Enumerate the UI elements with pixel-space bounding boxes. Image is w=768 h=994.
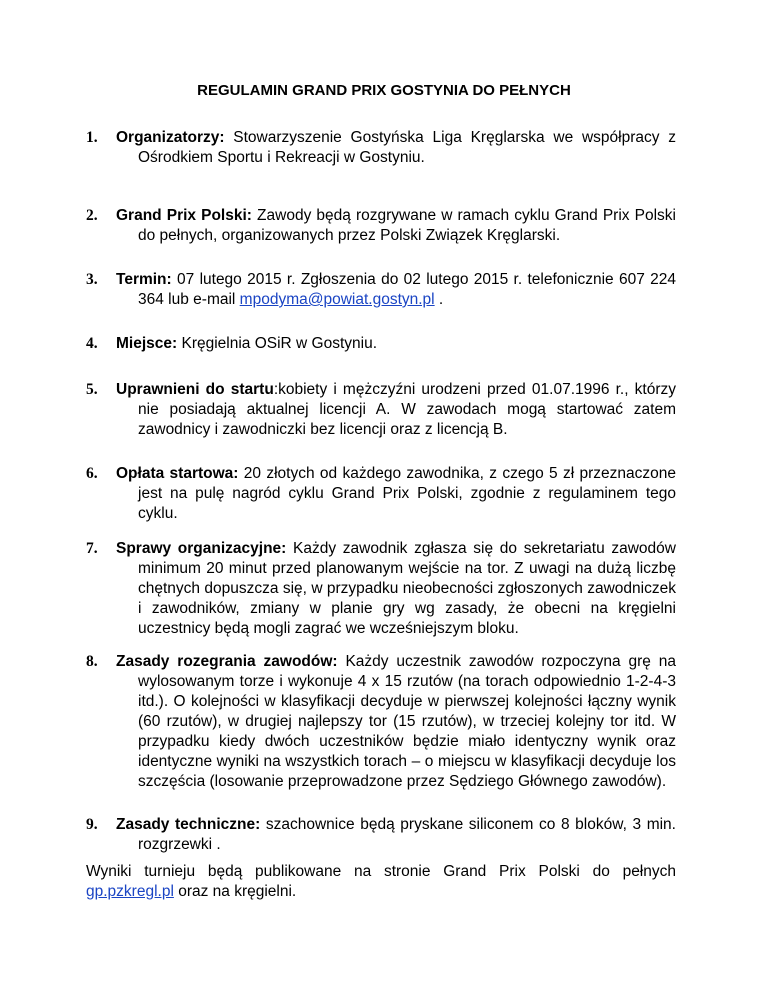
section-number: 1. [86, 129, 98, 146]
section-text: 20 złotych od każdego zawodnika, z czego 5 zł przeznaczone jest na pulę nagród cyklu Grand Prix Polski, zgodnie z regulaminem tego cyklu. [138, 465, 676, 522]
section-technical [86, 815, 676, 855]
email-link[interactable]: mpodyma@powiat.gostyn.pl [239, 291, 435, 308]
section-number: 7. [86, 540, 98, 557]
section-body [116, 334, 676, 354]
section-place [86, 334, 676, 354]
section-text: Stowarzyszenie Gostyńska Liga Kręglarska we współpracy z Ośrodkiem Sportu i Rekreacji w Gostyniu. [138, 129, 676, 166]
results-link[interactable]: gp.pzkregl.pl [86, 883, 174, 900]
section-body [116, 206, 676, 246]
section-label: Grand Prix Polski: [116, 207, 252, 224]
section-rules [86, 652, 676, 792]
section-text-end: . [434, 291, 444, 308]
section-date [86, 270, 676, 310]
section-grand-prix [86, 206, 676, 246]
section-text: Każdy uczestnik zawodów rozpoczyna grę na wylosowanym torze i wykonuje 4 x 15 rzutów (na torach odpowiednio 1-2-4-3 itd.). O kolejności w klasyfikacji decyduje w pierwszej kolejności łączny wynik (60 rzutów), w drugiej najlepszy tor (15 rzutów), w trzeciej kolejny tor itd. W przypadku kiedy dwóch uczestników będzie miało identyczny wynik oraz identyczne wyniki na wszystkich torach – o miejscu w klasyfikacji decyduje los szczęścia (losowanie przeprowadzone przez Sędziego Głównego zawodów). [138, 653, 676, 790]
document-title: REGULAMIN GRAND PRIX GOSTYNIA DO PEŁNYCH [197, 82, 571, 99]
section-text: szachownice będą pryskane siliconem co 8 bloków, 3 min. rozgrzewki . [138, 816, 676, 853]
section-label: Termin: [116, 271, 172, 288]
section-label: Organizatorzy: [116, 129, 225, 146]
section-text: Każdy zawodnik zgłasza się do sekretariatu zawodów minimum 20 minut przed planowanym wejście na tor. Z uwagi na dużą liczbę chętnych dopuszcza się, w przypadku nieobecności zgłoszonych zawodniczek i zawodników, zmiany w planie gry wg zasady, że obecni na kręgielni uczestnicy będą mogli zagrać we wcześniejszym bloku. [138, 540, 676, 637]
section-text: Zawody będą rozgrywane w ramach cyklu Grand Prix Polski do pełnych, organizowanych przez Polski Związek Kręglarski. [138, 207, 676, 244]
section-body [116, 464, 676, 524]
section-label: Zasady techniczne: [116, 816, 261, 833]
section-number: 9. [86, 816, 98, 833]
section-organization [86, 539, 676, 639]
section-eligibility [86, 380, 676, 440]
section-number: 6. [86, 465, 98, 482]
section-label: Uprawnieni do startu [116, 381, 274, 398]
section-number: 2. [86, 207, 98, 224]
results-note-end: oraz na kręgielni. [173, 883, 297, 900]
results-note [86, 862, 676, 902]
section-body [116, 815, 676, 855]
section-body [116, 128, 676, 168]
section-label: Sprawy organizacyjne: [116, 540, 287, 557]
section-label: Zasady rozegrania zawodów: [116, 653, 338, 670]
section-fee [86, 464, 676, 524]
section-label: Miejsce: [116, 335, 178, 352]
section-text: Kręgielnia OSiR w Gostyniu. [177, 335, 378, 352]
results-note-text: Wyniki turnieju będą publikowane na stronie Grand Prix Polski do pełnych [86, 863, 676, 880]
section-body [116, 539, 676, 639]
section-body [116, 652, 676, 792]
section-number: 4. [86, 335, 98, 352]
section-label: Opłata startowa: [116, 465, 239, 482]
section-body [116, 270, 676, 310]
section-text: :kobiety i mężczyźni urodzeni przed 01.07.1996 r., którzy nie posiadają aktualnej licencji A. W zawodach mogą startować zatem zawodnicy i zawodniczki bez licencji oraz z licencją B. [138, 381, 676, 438]
section-number: 8. [86, 653, 98, 670]
section-organizers [86, 128, 676, 168]
section-text: 07 lutego 2015 r. Zgłoszenia do 02 lutego 2015 r. telefonicznie 607 224 364 lub e-mail [138, 271, 676, 308]
section-body [116, 380, 676, 440]
section-number: 5. [86, 381, 98, 398]
section-number: 3. [86, 271, 98, 288]
